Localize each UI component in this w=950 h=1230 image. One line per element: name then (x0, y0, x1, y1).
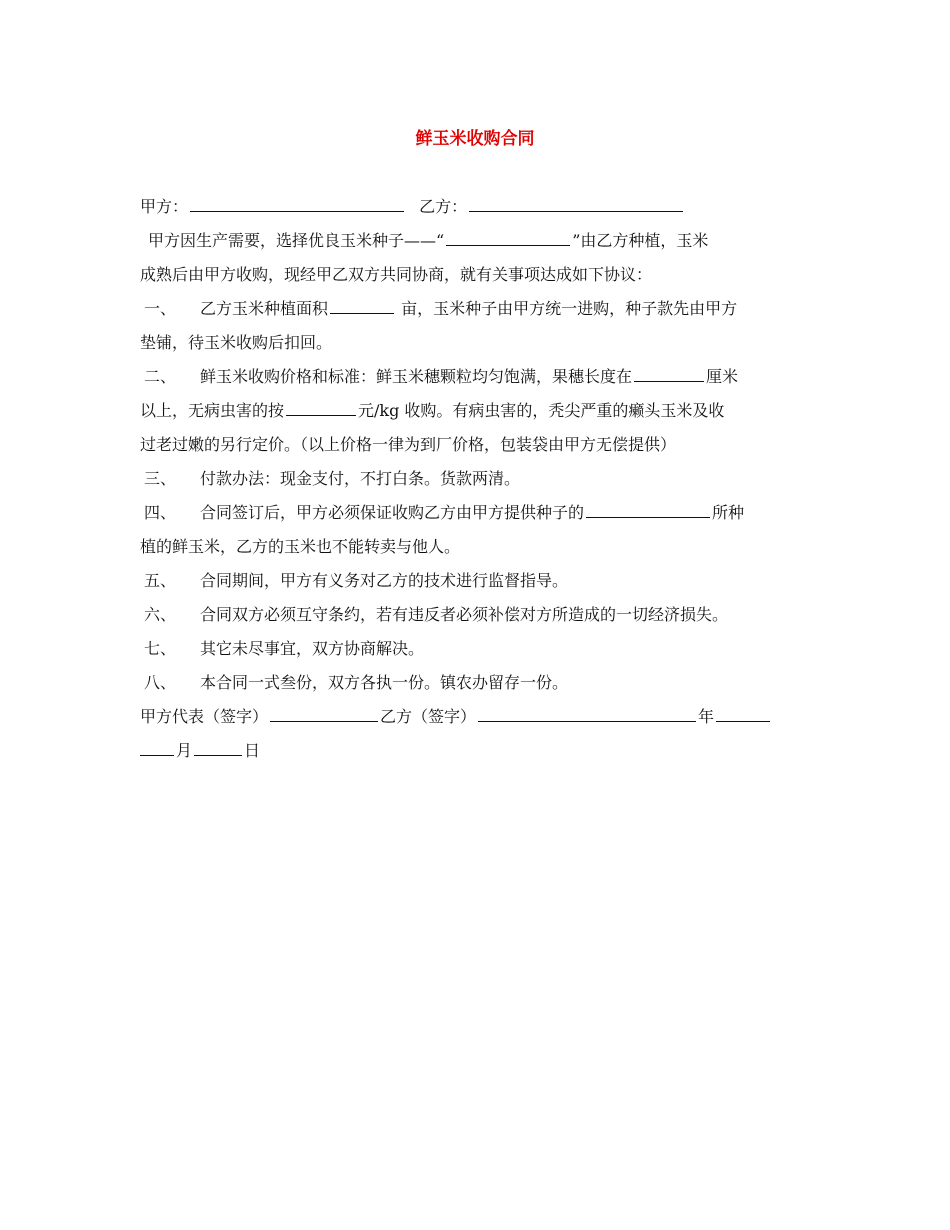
clause-text: 付款办法：现金支付，不打白条。货款两清。 (200, 469, 521, 488)
intro-text-2: 成熟后由甲方收购，现经甲乙双方共同协商，就有关事项达成如下协议： (140, 265, 653, 284)
party-b-label: 乙方： (419, 197, 468, 216)
clause-number: 一、 (144, 299, 177, 318)
clause-2 (140, 360, 812, 394)
intro-line-2 (140, 258, 812, 292)
clause-text: 本合同一式叁份，双方各执一份。镇农办留存一份。 (200, 673, 569, 692)
clause-text: 合同双方必须互守条约，若有违反者必须补偿对方所造成的一切经济损失。 (200, 605, 729, 624)
clause-4-cont (140, 530, 812, 564)
clause-number: 八、 (144, 673, 177, 692)
signature-line (140, 700, 812, 734)
month-label: 月 (176, 741, 193, 760)
clause-number: 五、 (144, 571, 177, 590)
clause-text: 乙方玉米种植面积 (200, 299, 329, 318)
clause-6 (140, 598, 812, 632)
sign-a-blank (270, 701, 378, 722)
clause-1-cont (140, 326, 812, 360)
clause-3 (140, 462, 812, 496)
year-blank (716, 701, 770, 722)
clause-text: 所种 (712, 503, 745, 522)
clause-number: 三、 (144, 469, 177, 488)
clause-1 (140, 292, 812, 326)
clause-text: 其它未尽事宜，双方协商解决。 (200, 639, 425, 658)
clause-text: 厘米 (706, 367, 739, 386)
clause-text: 过老过嫩的另行定价。（以上价格一律为到厂价格，包装袋由甲方无偿提供） (140, 435, 677, 454)
clause-2-cont (140, 394, 812, 428)
intro-text-1a: 甲方因生产需要，选择优良玉米种子——“ (148, 231, 445, 250)
party-b-blank (469, 191, 683, 212)
month-blank (194, 735, 242, 756)
clause-number: 七、 (144, 639, 177, 658)
clause-number: 二、 (144, 367, 177, 386)
clause-4 (140, 496, 812, 530)
clause-7 (140, 632, 812, 666)
clause-text: 垫铺，待玉米收购后扣回。 (140, 333, 333, 352)
price-blank (286, 395, 356, 416)
party-a-blank (190, 191, 404, 212)
length-blank (634, 361, 704, 382)
clause-5 (140, 564, 812, 598)
clause-number: 六、 (144, 605, 177, 624)
document-title: 鲜玉米收购合同 (415, 129, 535, 149)
clause-2-cont2 (140, 428, 812, 462)
clause-text: 以上，无病虫害的按 (140, 401, 285, 420)
sign-b-label: 乙方（签字） (380, 707, 477, 726)
document-body (140, 190, 812, 768)
area-blank (330, 293, 394, 314)
sign-b-blank (478, 701, 696, 722)
year-label: 年 (698, 707, 715, 726)
clause-text: 植的鲜玉米，乙方的玉米也不能转卖与他人。 (140, 537, 461, 556)
day-label: 日 (244, 741, 261, 760)
clause-text: 元/kg 收购。有病虫害的，秃尖严重的癞头玉米及收 (358, 401, 725, 420)
clause-text: 鲜玉米收购价格和标准：鲜玉米穗颗粒均匀饱满，果穗长度在 (200, 367, 633, 386)
clause-text: 合同期间，甲方有义务对乙方的技术进行监督指导。 (200, 571, 569, 590)
intro-text-1b: ”由乙方种植，玉米 (572, 231, 709, 250)
seed-variety-blank (446, 225, 570, 246)
parties-line (140, 190, 812, 224)
party-a-label: 甲方： (140, 197, 189, 216)
clause-text: 合同签订后，甲方必须保证收购乙方由甲方提供种子的 (200, 503, 585, 522)
clause-number: 四、 (144, 503, 177, 522)
date-line (140, 734, 812, 768)
intro-line-1 (140, 224, 812, 258)
sign-a-label: 甲方代表（签字） (140, 707, 269, 726)
clause-8 (140, 666, 812, 700)
seed-blank (586, 497, 710, 518)
clause-text: 亩，玉米种子由甲方统一进购，种子款先由甲方 (396, 299, 738, 318)
year-blank-cont (140, 735, 174, 756)
